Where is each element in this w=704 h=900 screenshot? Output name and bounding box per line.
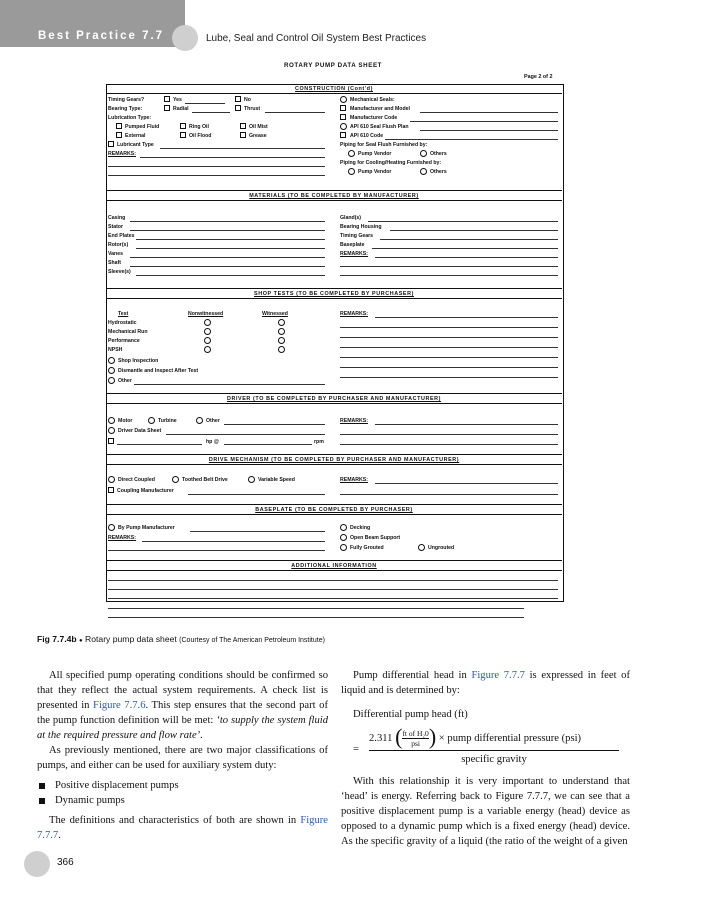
- right-column: [341, 668, 630, 849]
- no-checkbox[interactable]: [235, 96, 241, 102]
- blank-line: [340, 444, 558, 445]
- materials-remarks-label: REMARKS:: [340, 251, 368, 257]
- other-test-radio[interactable]: [108, 377, 115, 384]
- blank-line: [160, 148, 325, 149]
- formula: [341, 722, 630, 766]
- lubricant-type-checkbox[interactable]: [108, 141, 114, 147]
- mechanical-run-witnessed-radio[interactable]: [278, 328, 285, 335]
- paragraph: With this relationship it is very important to understand that ‘head’ is energy. Referring back to Figure 7.7.7, we can see that a positive displacement pump is a variable energy (head) device as opposed to a dynamic pump which is a fixed energy (head) device. As the specific gravity of a liquid (the ratio of the weight of a given: [341, 776, 630, 847]
- paragraph: [37, 668, 328, 743]
- blank-line: [340, 327, 558, 328]
- blank-line: [368, 221, 558, 222]
- material-timing-gears: Timing Gears: [340, 233, 374, 239]
- paragraph-text: .: [58, 830, 61, 841]
- figure-link[interactable]: Figure 7.7.7: [37, 815, 329, 841]
- paragraph-text: is expressed in feet of liquid and is determined by:: [341, 670, 630, 696]
- blank-line: [420, 112, 558, 113]
- italic-quote: ‘to supply the system fluid at the required pressure and flow rate’.: [37, 715, 328, 741]
- blank-line: [224, 444, 312, 445]
- material-stator: Stator: [108, 224, 123, 230]
- rotary-pump-data-sheet: [100, 56, 566, 626]
- mechanical-run-nonwitnessed-radio[interactable]: [204, 328, 211, 335]
- divider: [106, 403, 562, 404]
- blank-line: [136, 239, 325, 240]
- pump-vendor-radio-2[interactable]: [348, 168, 355, 175]
- hydrostatic-witnessed-radio[interactable]: [278, 319, 285, 326]
- pump-vendor-radio[interactable]: [348, 150, 355, 157]
- divider: [106, 560, 562, 561]
- formula-lhs: Differential pump head (ft): [353, 709, 468, 720]
- bullet-text: Positive displacement pumps: [55, 780, 179, 791]
- other-driver-label: Other: [206, 418, 220, 424]
- pump-vendor-label: Pump Vendor: [358, 151, 392, 157]
- col-nonwitnessed: Nonwitnessed: [188, 311, 224, 317]
- ungrouted-radio[interactable]: [418, 544, 425, 551]
- divider: [106, 504, 562, 505]
- driver-remarks-label: REMARKS:: [340, 418, 368, 424]
- paragraph: [341, 668, 630, 698]
- drive-mechanism-heading: DRIVE MECHANISM (TO BE COMPLETED BY PURCHASER AND MANUFACTURER): [208, 457, 460, 463]
- formula-paren-close: ): [428, 724, 437, 749]
- page-number: 366: [57, 857, 74, 868]
- blank-line: [166, 434, 325, 435]
- test-performance: Performance: [108, 338, 140, 344]
- blank-line: [375, 424, 558, 425]
- paragraph-text: All specified pump operating conditions should be confirmed so that they reflect the actual system requirements. A check list is presented in: [37, 670, 328, 711]
- divider: [106, 190, 562, 191]
- oil-mist-label: Oil Mist: [249, 124, 268, 130]
- others-label-2: Others: [430, 169, 447, 175]
- test-mechanical-run: Mechanical Run: [108, 329, 148, 335]
- fully-grouted-radio[interactable]: [340, 544, 347, 551]
- col-test: Test: [118, 311, 129, 317]
- figure-label: Fig 7.7.4b: [37, 634, 77, 644]
- shop-inspection-radio[interactable]: [108, 357, 115, 364]
- material-rotors: Rotor(s): [108, 242, 129, 248]
- blank-line: [136, 275, 325, 276]
- test-npsh: NPSH: [108, 347, 123, 353]
- by-pump-manufacturer-radio[interactable]: [108, 524, 115, 531]
- grease-label: Grease: [249, 133, 267, 139]
- others-label: Others: [430, 151, 447, 157]
- direct-coupled-radio[interactable]: [108, 476, 115, 483]
- divider: [106, 288, 562, 289]
- caption-bullet: ●: [79, 638, 83, 644]
- blank-line: [130, 266, 325, 267]
- bearing-type-label: Bearing Type:: [108, 106, 143, 112]
- blank-line: [340, 357, 558, 358]
- formula-equals: =: [353, 744, 359, 755]
- blank-line: [142, 541, 325, 542]
- pumped-fluid-label: Pumped Fluid: [125, 124, 160, 130]
- hp-at-label: hp @: [206, 439, 219, 445]
- piping-cooling-label: Piping for Cooling/Heating Furnished by:: [340, 160, 442, 166]
- bullet-item: [37, 793, 328, 808]
- blank-line: [108, 580, 558, 581]
- blank-line: [375, 483, 558, 484]
- blank-line: [130, 257, 325, 258]
- api-seal-flush-label: API 610 Seal Flush Plan: [350, 124, 409, 130]
- external-label: External: [125, 133, 146, 139]
- shop-inspection-label: Shop Inspection: [118, 358, 159, 364]
- blank-line: [372, 248, 558, 249]
- formula-coefficient: 2.311: [369, 733, 393, 744]
- figure-caption: [37, 634, 325, 644]
- driver-data-sheet-radio[interactable]: [108, 427, 115, 434]
- blank-line: [340, 275, 558, 276]
- construction-heading: CONSTRUCTION (Cont'd): [295, 86, 373, 92]
- paragraph-text: The definitions and characteristics of both are shown in: [49, 815, 297, 826]
- paragraph: [37, 813, 328, 843]
- drive-mechanism-remarks-label: REMARKS:: [340, 477, 368, 483]
- ungrouted-label: Ungrouted: [428, 545, 455, 551]
- driver-heading: DRIVER (TO BE COMPLETED BY PURCHASER AND MANUFACTURER): [226, 396, 442, 402]
- materials-heading: MATERIALS (TO BE COMPLETED BY MANUFACTURER): [249, 193, 419, 199]
- dismantle-radio[interactable]: [108, 367, 115, 374]
- material-baseplate: Baseplate: [340, 242, 365, 248]
- test-hydrostatic: Hydrostatic: [108, 320, 137, 326]
- coupling-manufacturer-checkbox[interactable]: [108, 487, 114, 493]
- blank-line: [375, 317, 558, 318]
- radial-label: Radial: [173, 106, 189, 112]
- ring-oil-label: Ring Oil: [189, 124, 209, 130]
- formula-unit: [402, 729, 428, 748]
- formula-times-term: × pump differential pressure (psi): [438, 733, 582, 744]
- header-circle-decoration: [172, 25, 198, 51]
- blank-line: [340, 367, 558, 368]
- api-code-label: API 610 Code: [350, 133, 384, 139]
- blank-line: [188, 494, 325, 495]
- npsh-witnessed-radio[interactable]: [278, 346, 285, 353]
- turbine-label: Turbine: [158, 418, 177, 424]
- blank-line: [192, 112, 230, 113]
- motor-radio[interactable]: [108, 417, 115, 424]
- bullet-text: Dynamic pumps: [55, 795, 125, 806]
- col-witnessed: Witnessed: [262, 311, 288, 317]
- lubrication-type-label: Lubrication Type:: [108, 115, 152, 121]
- radial-checkbox[interactable]: [164, 105, 170, 111]
- blank-line: [224, 424, 325, 425]
- paragraph-text: . This step ensures that the second part of the pump function definition will be met:: [37, 700, 328, 726]
- blank-line: [108, 608, 524, 609]
- material-glands: Gland(s): [340, 215, 362, 221]
- baseplate-remarks-label: REMARKS:: [108, 535, 136, 541]
- blank-line: [380, 239, 558, 240]
- mechanical-seals-label: Mechanical Seals:: [350, 97, 395, 103]
- driver-power-checkbox[interactable]: [108, 438, 114, 444]
- api-seal-flush-radio[interactable]: [340, 123, 347, 130]
- lubricant-type-label: Lubricant Type: [117, 142, 154, 148]
- oil-flood-checkbox[interactable]: [180, 132, 186, 138]
- divider: [106, 454, 562, 455]
- other-driver-radio[interactable]: [196, 417, 203, 424]
- blank-line: [390, 230, 558, 231]
- npsh-nonwitnessed-radio[interactable]: [204, 346, 211, 353]
- blank-line: [340, 377, 558, 378]
- oil-mist-checkbox[interactable]: [240, 123, 246, 129]
- shop-tests-heading: SHOP TESTS (TO BE COMPLETED BY PURCHASER): [254, 291, 414, 297]
- blank-line: [108, 166, 325, 167]
- pump-vendor-label-2: Pump Vendor: [358, 169, 392, 175]
- blank-line: [140, 157, 325, 158]
- formula-unit-denominator: psi: [411, 739, 420, 749]
- formula-denominator: specific gravity: [461, 754, 527, 765]
- thrust-checkbox[interactable]: [235, 105, 241, 111]
- blank-line: [108, 589, 558, 590]
- divider: [106, 393, 562, 394]
- others-radio-2[interactable]: [420, 168, 427, 175]
- piping-seal-flush-label: Piping for Seal Flush Furnished by:: [340, 142, 428, 148]
- grease-checkbox[interactable]: [240, 132, 246, 138]
- thrust-label: Thrust: [244, 106, 261, 112]
- page-number-circle: [24, 851, 50, 877]
- figure-link[interactable]: Figure 7.7.6: [93, 700, 146, 711]
- formula-unit-numerator: ft of H₂0: [402, 729, 429, 739]
- formula-fraction-bar: [369, 750, 619, 751]
- performance-witnessed-radio[interactable]: [278, 337, 285, 344]
- blank-line: [340, 337, 558, 338]
- blank-line: [185, 103, 225, 104]
- divider: [106, 514, 562, 515]
- bullet-square-icon: [39, 783, 45, 789]
- coupling-manufacturer-label: Coupling Manufacturer: [117, 488, 174, 494]
- others-radio[interactable]: [420, 150, 427, 157]
- form-page-indicator: Page 2 of 2: [524, 74, 553, 80]
- blank-line: [117, 444, 202, 445]
- manufacturer-code-label: Manufacturer Code: [350, 115, 398, 121]
- direct-coupled-label: Direct Coupled: [118, 477, 155, 483]
- oil-flood-label: Oil Flood: [189, 133, 212, 139]
- manufacturer-model-label: Manufacturer and Model: [350, 106, 410, 112]
- yes-checkbox[interactable]: [164, 96, 170, 102]
- blank-line: [134, 384, 325, 385]
- caption-credit: (Courtesy of The American Petroleum Institute): [179, 637, 325, 644]
- blank-line: [340, 347, 558, 348]
- form-title: ROTARY PUMP DATA SHEET: [283, 62, 383, 69]
- blank-line: [108, 617, 524, 618]
- blank-line: [108, 550, 325, 551]
- toothed-belt-radio[interactable]: [172, 476, 179, 483]
- by-pump-manufacturer-label: By Pump Manufacturer: [118, 525, 175, 531]
- blank-line: [190, 531, 325, 532]
- api-code-checkbox[interactable]: [340, 132, 346, 138]
- open-beam-radio[interactable]: [340, 534, 347, 541]
- formula-numerator: [369, 726, 581, 748]
- divider: [106, 200, 562, 201]
- fully-grouted-label: Fully Grouted: [350, 545, 384, 551]
- blank-line: [340, 434, 558, 435]
- paragraph: As previously mentioned, there are two major classifications of pumps, and either can be used for auxiliary system duty:: [37, 745, 328, 771]
- blank-line: [420, 130, 558, 131]
- additional-info-heading: ADDITIONAL INFORMATION: [291, 563, 377, 569]
- blank-line: [130, 221, 325, 222]
- divider: [106, 298, 562, 299]
- dismantle-label: Dismantle and Inspect After Test: [118, 368, 199, 374]
- manufacturer-code-checkbox[interactable]: [340, 114, 346, 120]
- other-test-label: Other: [118, 378, 132, 384]
- open-beam-label: Open Beam Support: [350, 535, 401, 541]
- material-shaft: Shaft: [108, 260, 121, 266]
- caption-text: Rotary pump data sheet: [85, 634, 177, 644]
- mechanical-seals-radio[interactable]: [340, 96, 347, 103]
- hydrostatic-nonwitnessed-radio[interactable]: [204, 319, 211, 326]
- turbine-radio[interactable]: [148, 417, 155, 424]
- figure-link[interactable]: Figure 7.7.7: [471, 670, 525, 681]
- driver-data-sheet-label: Driver Data Sheet: [118, 428, 162, 434]
- material-casing: Casing: [108, 215, 126, 221]
- blank-line: [375, 257, 558, 258]
- formula-paren-open: (: [395, 724, 403, 749]
- construction-remarks-label: REMARKS:: [108, 151, 136, 157]
- manufacturer-model-checkbox[interactable]: [340, 105, 346, 111]
- blank-line: [130, 230, 325, 231]
- left-column: [37, 668, 328, 843]
- blank-line: [340, 494, 558, 495]
- divider: [106, 570, 562, 571]
- book-title: Lube, Seal and Control Oil System Best Practices: [206, 33, 427, 44]
- pumped-fluid-checkbox[interactable]: [116, 123, 122, 129]
- variable-speed-radio[interactable]: [248, 476, 255, 483]
- material-end-plates: End Plates: [108, 233, 135, 239]
- bullet-item: [37, 778, 328, 793]
- variable-speed-label: Variable Speed: [258, 477, 295, 483]
- divider: [106, 93, 562, 94]
- blank-line: [265, 112, 325, 113]
- toothed-belt-label: Toothed Belt Drive: [182, 477, 228, 483]
- blank-line: [340, 266, 558, 267]
- section-label: Best Practice 7.7: [38, 30, 165, 42]
- no-label: No: [244, 97, 251, 103]
- ring-oil-checkbox[interactable]: [180, 123, 186, 129]
- rpm-label: rpm: [314, 439, 324, 445]
- blank-line: [385, 139, 558, 140]
- blank-line: [410, 121, 558, 122]
- timing-gears-label: Timing Gears?: [108, 97, 145, 103]
- material-sleeves: Sleeve(s): [108, 269, 131, 275]
- decking-radio[interactable]: [340, 524, 347, 531]
- baseplate-heading: BASEPLATE (TO BE COMPLETED BY PURCHASER): [255, 507, 413, 513]
- performance-nonwitnessed-radio[interactable]: [204, 337, 211, 344]
- motor-label: Motor: [118, 418, 133, 424]
- blank-line: [108, 598, 558, 599]
- external-checkbox[interactable]: [116, 132, 122, 138]
- material-vanes: Vanes: [108, 251, 123, 257]
- divider: [106, 464, 562, 465]
- shop-tests-remarks-label: REMARKS:: [340, 311, 368, 317]
- material-bearing-housing: Bearing Housing: [340, 224, 382, 230]
- yes-label: Yes: [173, 97, 182, 103]
- decking-label: Decking: [350, 525, 371, 531]
- bullet-square-icon: [39, 798, 45, 804]
- blank-line: [108, 175, 325, 176]
- blank-line: [136, 248, 325, 249]
- paragraph-text: Pump differential head in: [353, 670, 467, 681]
